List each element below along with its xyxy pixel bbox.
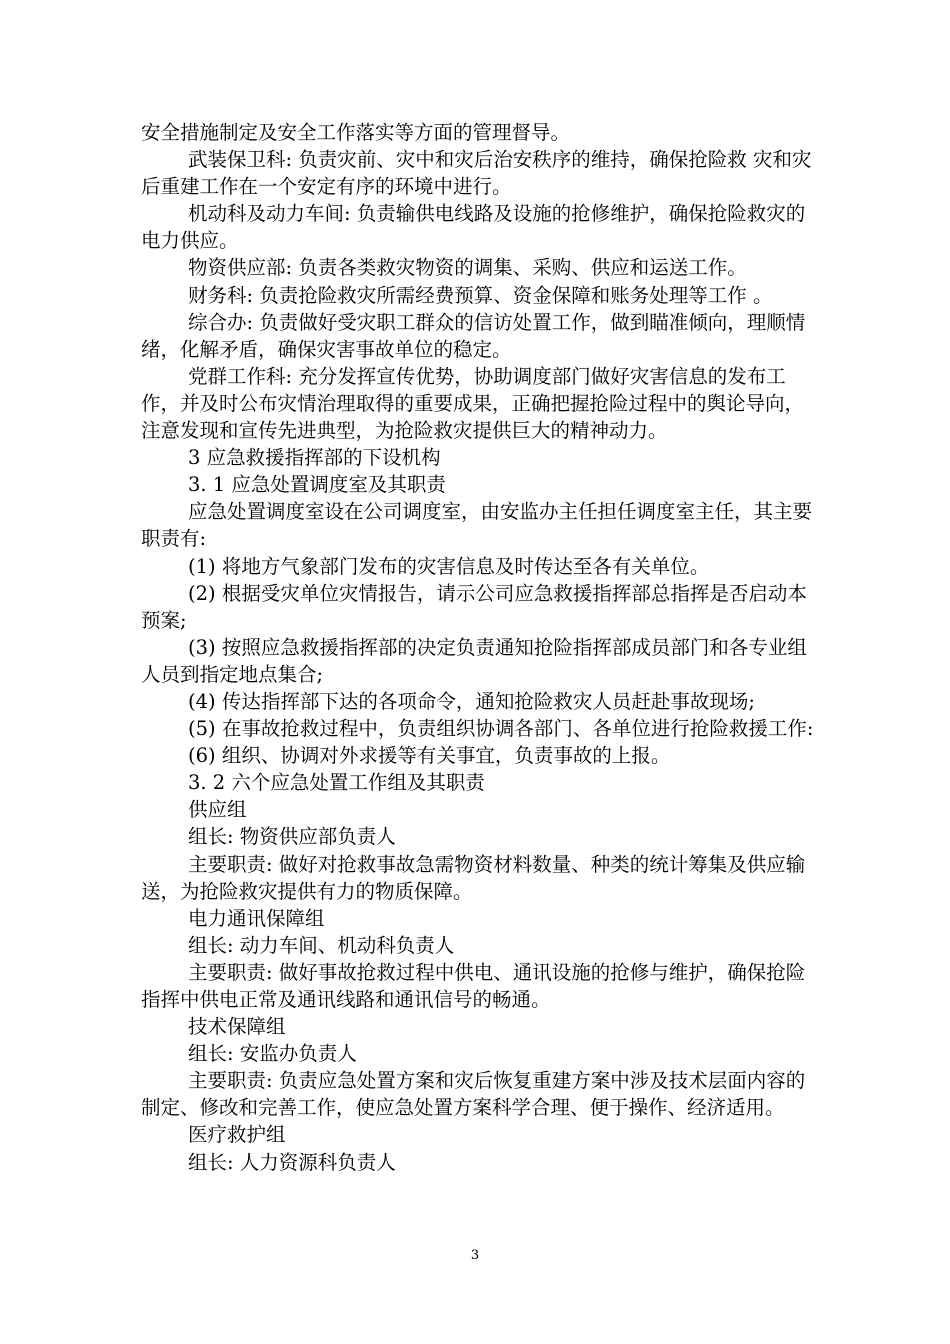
paragraph: 供应组 <box>188 798 247 822</box>
paragraph: 组长: 物资供应部负责人 <box>188 825 396 849</box>
paragraph: 安全措施制定及安全工作落实等方面的管理督导。 <box>141 121 571 144</box>
paragraph: 主要职责: 负责应急处置方案和灾后恢复重建方案中涉及技术层面内容的制定、修改和完善工作，使应急处置方案科学合理、便于操作、经济适用。 <box>141 1069 806 1120</box>
paragraph: 主要职责: 做好对抢救事故急需物资材料数量、种类的统计筹集及供应输送，为抢险救灾提供有力的物质保障。 <box>141 852 806 903</box>
paragraph: (3) 按照应急救援指挥部的决定负责通知抢险指挥部成员部门和各专业组人员到指定地点集合; <box>141 635 807 686</box>
paragraph: 3. 2 六个应急处置工作组及其职责 <box>188 771 485 795</box>
paragraph: 电力通讯保障组 <box>188 906 325 930</box>
paragraph: 3. 1 应急处置调度室及其职责 <box>188 473 446 497</box>
paragraph: (1) 将地方气象部门发布的灾害信息及时传达至各有关单位。 <box>188 554 710 578</box>
paragraph: 组长: 动力车间、机动科负责人 <box>188 933 455 957</box>
paragraph: 组长: 人力资源科负责人 <box>188 1150 396 1174</box>
paragraph: 党群工作科: 充分发挥宣传优势，协助调度部门做好灾害信息的发布工作，并及时公布灾情治理取得的重要成果，正确把握抢险过程中的舆论导向，注意发现和宣传先进典型，为抢险救灾提供巨大的精神动力。 <box>141 364 805 443</box>
paragraph: (5) 在事故抢救过程中，负责组织协调各部门、各单位进行抢险救援工作: <box>188 717 814 741</box>
paragraph: (2) 根据受灾单位灾情报告，请示公司应急救援指挥部总指挥是否启动本预案; <box>141 581 807 632</box>
document-body <box>141 119 821 1176</box>
paragraph: 综合办: 负责做好受灾职工群众的信访处置工作，做到瞄准倾向，理顺情绪，化解矛盾，确保灾害事故单位的稳定。 <box>141 310 806 361</box>
paragraph: 医疗救护组 <box>188 1123 286 1147</box>
paragraph: 应急处置调度室设在公司调度室，由安监办主任担任调度室主任，其主要职责有: <box>141 500 813 551</box>
paragraph: (4) 传达指挥部下达的各项命令，通知抢险救灾人员赶赴事故现场; <box>188 689 755 713</box>
paragraph: 机动科及动力车间: 负责输供电线路及设施的抢修维护，确保抢险救灾的电力供应。 <box>141 202 806 253</box>
paragraph: (6) 组织、协调对外求援等有关事宜，负责事故的上报。 <box>188 744 671 768</box>
paragraph: 武装保卫科: 负责灾前、灾中和灾后治安秩序的维持，确保抢险救 灾和灾后重建工作在一个安定有序的环境中进行。 <box>141 148 812 199</box>
paragraph: 3 应急救援指挥部的下设机构 <box>188 446 441 470</box>
page-number: 3 <box>470 1248 480 1263</box>
paragraph: 组长: 安监办负责人 <box>188 1042 357 1066</box>
paragraph: 主要职责: 做好事故抢救过程中供电、通讯设施的抢修与维护，确保抢险指挥中供电正常及通讯线路和通讯信号的畅通。 <box>141 960 806 1011</box>
paragraph: 技术保障组 <box>188 1015 286 1039</box>
paragraph: 物资供应部: 负责各类救灾物资的调集、采购、供应和运送工作。 <box>188 256 747 280</box>
paragraph: 财务科: 负责抢险救灾所需经费预算、资金保障和账务处理等工作 。 <box>188 283 773 307</box>
